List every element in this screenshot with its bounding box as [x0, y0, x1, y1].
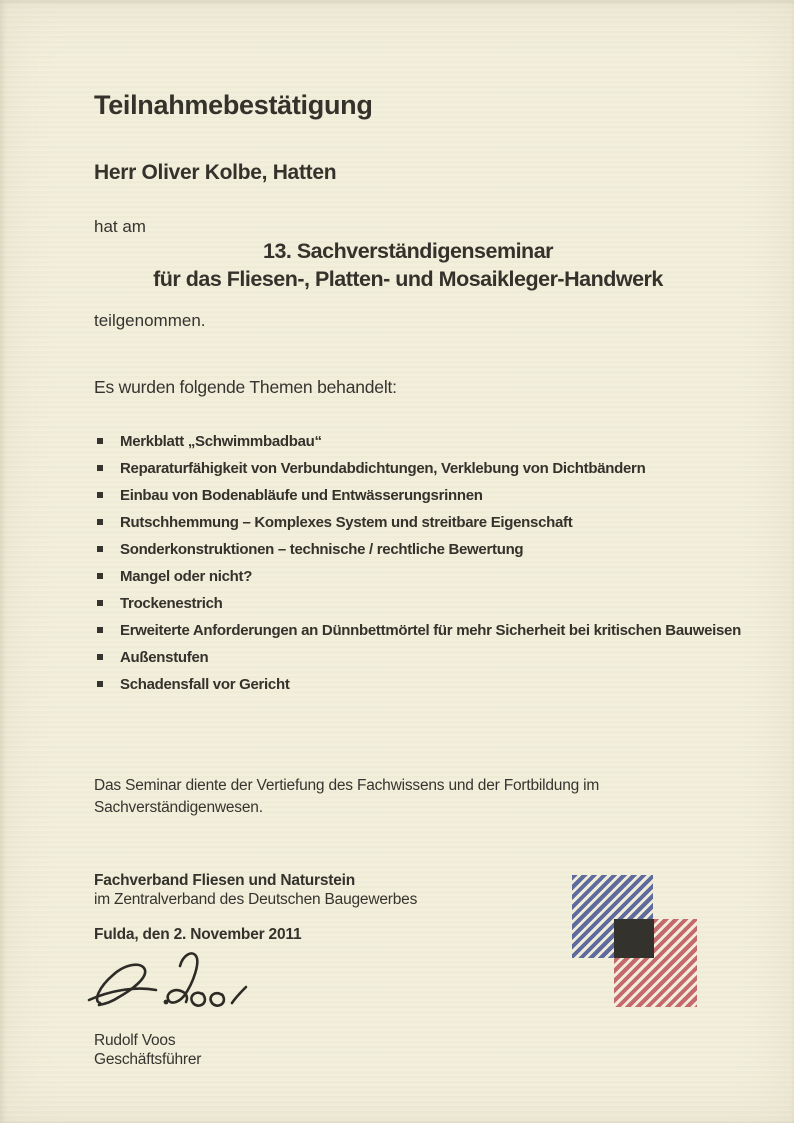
seminar-title: [94, 237, 722, 293]
signer-name: Rudolf Voos: [94, 1032, 176, 1049]
topic-text: Reparaturfähigkeit von Verbundabdichtungen, Verklebung von Dichtbändern: [120, 460, 646, 477]
organization-parent: im Zentralverband des Deutschen Baugewerbes: [94, 891, 418, 908]
topic-text: Trockenestrich: [120, 595, 223, 612]
topic-text: Rutschhemmung – Komplexes System und streitbare Eigenschaft: [120, 514, 573, 531]
square-bullet-icon: [97, 573, 103, 579]
square-bullet-icon: [97, 438, 103, 444]
topic-item: [94, 620, 742, 641]
topic-text: Sonderkonstruktionen – technische / rechtliche Bewertung: [120, 541, 524, 558]
topic-text: Schadensfall vor Gericht: [120, 676, 290, 693]
logo-black-overlap-square: [614, 919, 654, 958]
topic-item: [94, 566, 742, 587]
square-bullet-icon: [97, 465, 103, 471]
topic-item: [94, 431, 742, 452]
square-bullet-icon: [97, 546, 103, 552]
seminar-title-line1: 13. Sachverständigenseminar: [262, 239, 554, 263]
topic-text: Einbau von Bodenabläufe und Entwässerungsrinnen: [120, 487, 483, 504]
topic-text: Mangel oder nicht?: [120, 568, 253, 585]
closing-paragraph: Das Seminar diente der Vertiefung des Fachwissens und der Fortbildung im Sachverständigenwesen.: [94, 777, 600, 816]
seminar-title-line2: für das Fliesen-, Platten- und Mosaikleger-Handwerk: [153, 267, 663, 291]
topic-item: [94, 593, 742, 614]
square-bullet-icon: [97, 654, 103, 660]
topic-text: Außenstufen: [120, 649, 209, 666]
square-bullet-icon: [97, 627, 103, 633]
signer-block: [94, 1031, 201, 1069]
topic-item: [94, 674, 742, 695]
lead-out-text: teilgenommen.: [94, 311, 206, 330]
organization-name: Fachverband Fliesen und Naturstein: [94, 872, 356, 889]
recipient-name: Herr Oliver Kolbe, Hatten: [94, 161, 337, 184]
topic-item: [94, 485, 742, 506]
place-and-date: Fulda, den 2. November 2011: [94, 926, 302, 943]
document-title: Teilnahmebestätigung: [94, 90, 373, 120]
square-bullet-icon: [97, 492, 103, 498]
topic-text: Merkblatt „Schwimmbadbau“: [120, 433, 322, 450]
lead-in-text: hat am: [94, 217, 146, 236]
topics-list: [94, 431, 742, 701]
topic-item: [94, 539, 742, 560]
signer-role: Geschäftsführer: [94, 1051, 202, 1068]
topic-item: [94, 647, 742, 668]
square-bullet-icon: [97, 600, 103, 606]
organization-block: [94, 871, 417, 909]
handwritten-signature: [84, 946, 324, 1022]
square-bullet-icon: [97, 519, 103, 525]
topics-heading: Es wurden folgende Themen behandelt:: [94, 377, 397, 397]
topic-item: [94, 512, 742, 533]
signature-icon: [84, 946, 324, 1022]
topic-text: Erweiterte Anforderungen an Dünnbettmörtel für mehr Sicherheit bei kritischen Bauweisen: [120, 622, 741, 639]
topic-item: [94, 458, 742, 479]
square-bullet-icon: [97, 681, 103, 687]
